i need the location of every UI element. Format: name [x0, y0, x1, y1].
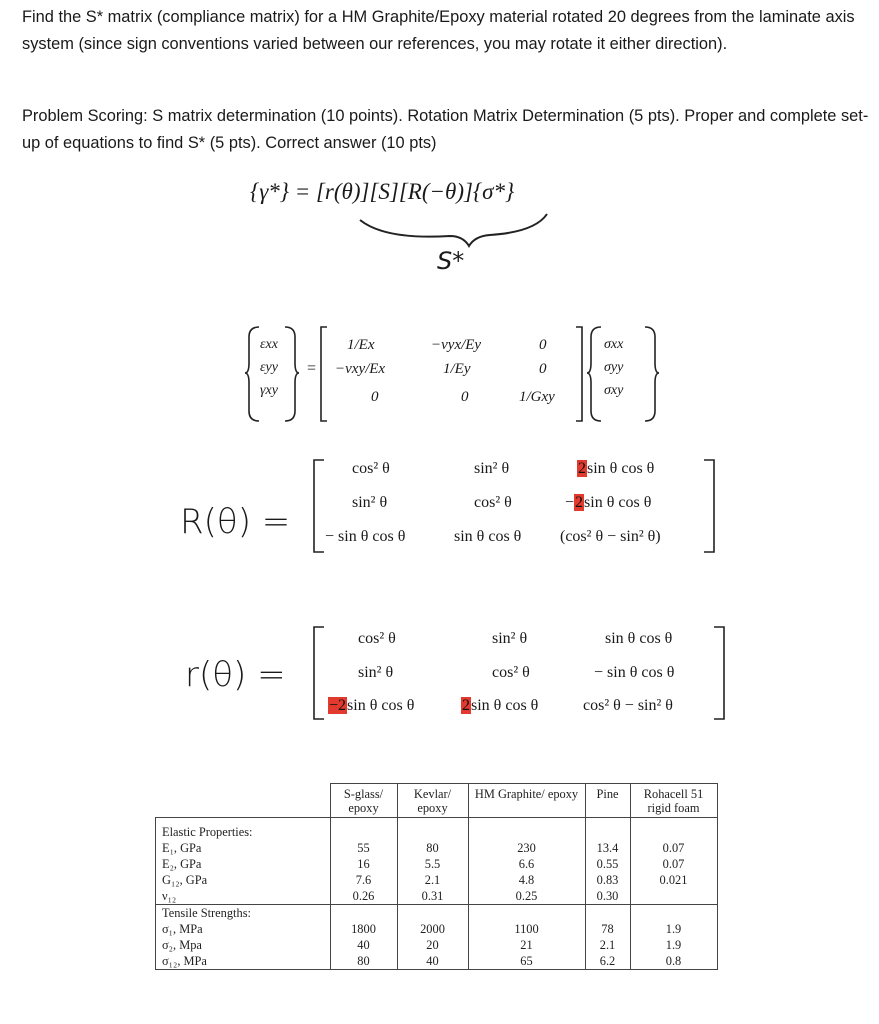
R-21: sin² θ — [352, 494, 388, 511]
R-13-rest: sin θ cos θ — [587, 460, 655, 477]
stress-yy: σyy — [604, 360, 624, 375]
pine-strength — [585, 905, 630, 970]
header-sglass: S-glass/ epoxy — [330, 784, 397, 818]
stress-xy: σxy — [604, 383, 624, 398]
R-12: sin² θ — [474, 460, 510, 477]
strength-labels — [156, 905, 331, 970]
value-cell: 1100 — [514, 922, 539, 936]
R-11: cos² θ — [352, 460, 390, 477]
header-hm-graphite: HM Graphite/ epoxy — [468, 784, 585, 818]
s-11: 1/Ex — [347, 337, 375, 353]
value-cell: 5.5 — [424, 857, 441, 871]
problem-statement: Find the S* matrix (compliance matrix) for a HM Graphite/Epoxy material rotated 20 degrees from the laminate axis system (since sign conventions varied between our references, you may rotate it either direction). — [22, 8, 855, 53]
r-32 — [461, 697, 538, 715]
s-12: −νyx/Ey — [431, 337, 482, 353]
value-cell: 65 — [520, 954, 533, 968]
value-cell: 2000 — [420, 922, 445, 936]
hm-graphite-strength — [468, 905, 585, 970]
value-cell: 16 — [357, 857, 370, 871]
sglass-elastic — [330, 818, 397, 905]
underbrace-icon — [355, 208, 555, 248]
strain-vector — [260, 333, 278, 402]
value-cell: 80 — [357, 954, 370, 968]
r-12: sin² θ — [492, 630, 528, 647]
value-cell: 0.8 — [665, 954, 682, 968]
main-equation: {γ*} = [r(θ)][S][R(−θ)]{σ*} — [250, 179, 515, 204]
pine-elastic — [585, 818, 630, 905]
value-cell: 20 — [426, 938, 439, 952]
value-cell: 78 — [601, 922, 614, 936]
value-cell: 6.6 — [518, 857, 535, 871]
r-33: cos² θ − sin² θ — [583, 697, 673, 714]
R-22: cos² θ — [474, 494, 512, 511]
kevlar-elastic — [397, 818, 468, 905]
header-rohacell: Rohacell 51 rigid foam — [630, 784, 717, 818]
s-33: 1/Gxy — [519, 389, 555, 405]
value-cell: 1.9 — [665, 922, 682, 936]
r-31 — [328, 697, 414, 715]
r-32-factor: 2 — [462, 697, 470, 714]
r-13: sin θ cos θ — [605, 630, 673, 647]
label-sigma1: σ₁, MPa — [162, 922, 203, 936]
r-31-factor: −2 — [329, 697, 347, 714]
value-cell: 0.83 — [596, 873, 619, 887]
label-sigma2: σ₂, Mpa — [162, 938, 202, 952]
R-33: (cos² θ − sin² θ) — [560, 528, 661, 545]
s-21: −νxy/Ex — [335, 361, 386, 377]
value-cell: 0.31 — [421, 889, 444, 903]
rohacell-elastic — [630, 818, 717, 905]
strain-xx: εxx — [260, 337, 278, 352]
value-cell: 13.4 — [596, 841, 619, 855]
strength-title: Tensile Strengths: — [162, 906, 251, 920]
label-e2: E₂, GPa — [162, 857, 202, 871]
value-cell: 0.55 — [596, 857, 619, 871]
r-11: cos² θ — [358, 630, 396, 647]
s-22: 1/Ey — [443, 361, 471, 377]
value-cell: 21 — [520, 938, 533, 952]
r-32-rest: sin θ cos θ — [471, 697, 539, 714]
value-cell: 80 — [426, 841, 439, 855]
strain-xy: γxy — [260, 383, 278, 398]
value-cell: 2.1 — [424, 873, 441, 887]
value-cell: 1800 — [351, 922, 376, 936]
s-star-label: S* — [437, 247, 465, 275]
value-cell: 0.07 — [662, 857, 685, 871]
material-properties-table — [155, 783, 718, 970]
s-32: 0 — [461, 389, 469, 405]
s-31: 0 — [371, 389, 379, 405]
table-corner — [156, 784, 331, 818]
R-32: sin θ cos θ — [454, 528, 522, 545]
label-g12: G₁₂, GPa — [162, 873, 208, 887]
R-13-factor: 2 — [578, 460, 586, 477]
hm-graphite-elastic — [468, 818, 585, 905]
r-23: − sin θ cos θ — [594, 664, 675, 681]
value-cell: 7.6 — [355, 873, 372, 887]
value-cell: 0.021 — [659, 873, 688, 887]
label-nu12: ν₁₂ — [162, 889, 177, 903]
value-cell: 0.26 — [352, 889, 375, 903]
sglass-strength — [330, 905, 397, 970]
r-22: cos² θ — [492, 664, 530, 681]
elastic-labels — [156, 818, 331, 905]
value-cell: 40 — [357, 938, 370, 952]
label-sigma12: σ₁₂, MPa — [162, 954, 207, 968]
R-matrix-label: R(θ) = — [180, 502, 291, 542]
stress-vector — [604, 333, 623, 402]
value-cell: 230 — [517, 841, 536, 855]
kevlar-strength — [397, 905, 468, 970]
elastic-title: Elastic Properties: — [162, 825, 253, 839]
rohacell-strength — [630, 905, 717, 970]
R-31: − sin θ cos θ — [325, 528, 406, 545]
R-23 — [565, 494, 651, 512]
value-cell: 0.07 — [662, 841, 685, 855]
value-cell: 4.8 — [518, 873, 535, 887]
R-23-rest: sin θ cos θ — [584, 494, 652, 511]
value-cell: 0.30 — [596, 889, 619, 903]
equals-sign: = — [307, 360, 317, 377]
table-row — [156, 905, 718, 970]
header-pine: Pine — [585, 784, 630, 818]
header-kevlar: Kevlar/ epoxy — [397, 784, 468, 818]
value-cell: 40 — [426, 954, 439, 968]
r-21: sin² θ — [358, 664, 394, 681]
R-23-factor: 2 — [575, 494, 584, 511]
s-23: 0 — [539, 361, 547, 377]
table-header-row — [156, 784, 718, 818]
r-matrix-label: r(θ) = — [185, 655, 286, 695]
R-23-sign: − — [565, 494, 575, 511]
value-cell: 2.1 — [599, 938, 616, 952]
s-13: 0 — [539, 337, 547, 353]
strain-yy: εyy — [260, 360, 278, 375]
label-e1: E₁, GPa — [162, 841, 202, 855]
value-cell: 55 — [357, 841, 370, 855]
table-row — [156, 818, 718, 905]
value-cell: 0.25 — [515, 889, 538, 903]
R-13 — [577, 460, 654, 478]
r-31-rest: sin θ cos θ — [347, 697, 415, 714]
problem-scoring: Problem Scoring: S matrix determination (10 points). Rotation Matrix Determination (5 pts). Proper and complete set-up of equations to find S* (5 pts). Correct answer (10 pts) — [22, 107, 869, 152]
stress-xx: σxx — [604, 337, 624, 352]
value-cell: 6.2 — [599, 954, 616, 968]
value-cell: 1.9 — [665, 938, 682, 952]
